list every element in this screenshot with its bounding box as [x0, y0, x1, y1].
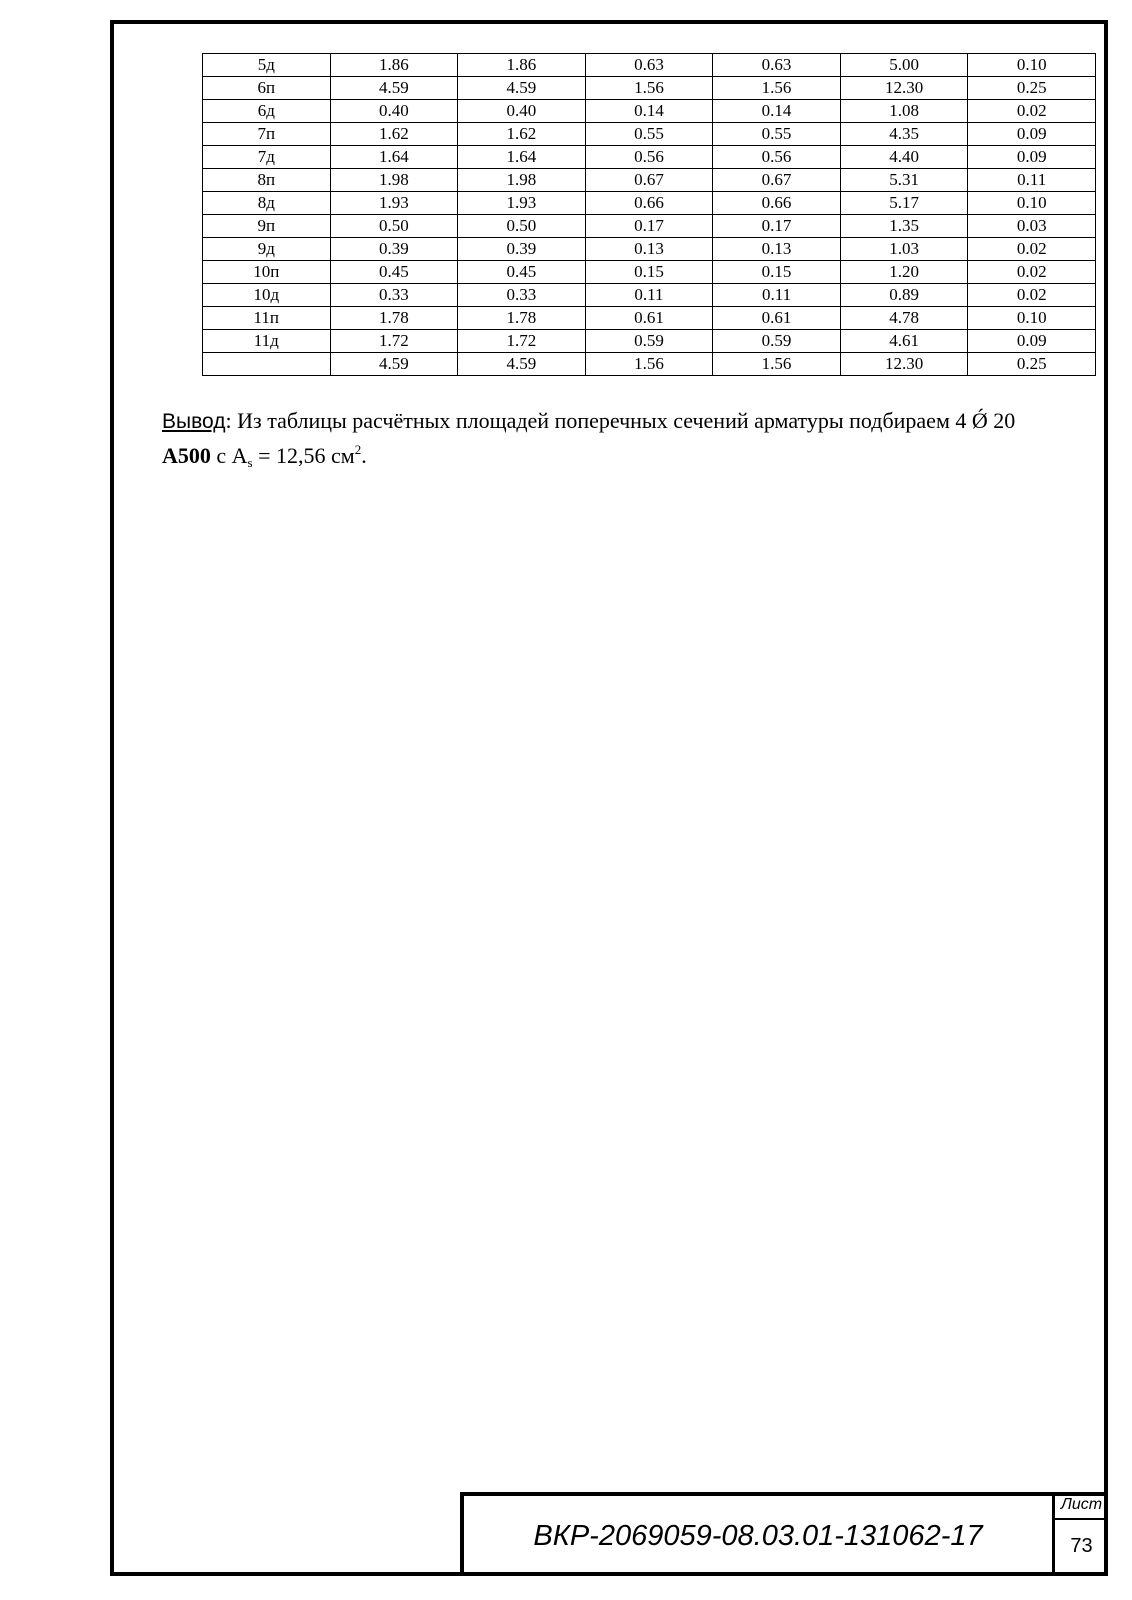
conclusion-text-3: = 12,56 см: [252, 443, 355, 468]
table-cell: 4.59: [330, 353, 458, 376]
table-cell: 10д: [203, 284, 331, 307]
table-cell: 0.13: [585, 238, 713, 261]
table-cell: 4.59: [458, 77, 586, 100]
table-cell: 0.89: [840, 284, 968, 307]
conclusion-text: : Из таблицы расчётных площадей поперечных сечений арматуры подбираем 4 Ǿ 20: [225, 408, 1016, 433]
rebar-class: А500: [162, 443, 211, 468]
table-cell: 1.56: [585, 353, 713, 376]
table-cell: 0.39: [458, 238, 586, 261]
table-cell: 0.40: [330, 100, 458, 123]
table-cell: 0.33: [330, 284, 458, 307]
table-row: [203, 215, 1096, 238]
table-cell: 6п: [203, 77, 331, 100]
table-cell: 0.66: [713, 192, 841, 215]
table-cell: 0.11: [968, 169, 1096, 192]
table-cell: 0.11: [585, 284, 713, 307]
table-cell: 0.10: [968, 54, 1096, 77]
document-code: ВКР-2069059-08.03.01-131062-17: [533, 1519, 983, 1552]
conclusion-lead: Вывод: [162, 410, 226, 433]
table-cell: 4.40: [840, 146, 968, 169]
table-cell: 5.00: [840, 54, 968, 77]
table-cell: 0.63: [713, 54, 841, 77]
table-cell: 0.09: [968, 146, 1096, 169]
table-cell: 7п: [203, 123, 331, 146]
table-cell: 0.40: [458, 100, 586, 123]
table-row: [203, 307, 1096, 330]
table-cell: 1.20: [840, 261, 968, 284]
conclusion-text-2: с А: [210, 443, 248, 468]
table-cell: 1.78: [330, 307, 458, 330]
table-cell: 5.17: [840, 192, 968, 215]
title-block: [460, 1492, 1108, 1576]
table-cell: 10п: [203, 261, 331, 284]
table-cell: 0.67: [585, 169, 713, 192]
table-cell: 1.64: [330, 146, 458, 169]
table-cell: 0.61: [585, 307, 713, 330]
table-cell: 1.35: [840, 215, 968, 238]
table-cell: 0.25: [968, 353, 1096, 376]
table-row: [203, 330, 1096, 353]
table-cell: 0.33: [458, 284, 586, 307]
table-cell: 0.61: [713, 307, 841, 330]
table-row: [203, 54, 1096, 77]
table-cell: 0.09: [968, 123, 1096, 146]
sheet-label: Лист: [1055, 1492, 1108, 1520]
table-cell: 0.25: [968, 77, 1096, 100]
table-cell: 0.50: [330, 215, 458, 238]
table-cell: 0.55: [713, 123, 841, 146]
table-cell: 0.13: [713, 238, 841, 261]
table-cell: 0.03: [968, 215, 1096, 238]
table-cell: 1.72: [458, 330, 586, 353]
table-cell: 0.10: [968, 307, 1096, 330]
table-cell: 8п: [203, 169, 331, 192]
table-cell: 1.98: [330, 169, 458, 192]
table-cell: 0.45: [458, 261, 586, 284]
table-cell: [203, 353, 331, 376]
table-cell: 0.10: [968, 192, 1096, 215]
table-cell: 0.02: [968, 100, 1096, 123]
table-cell: 0.39: [330, 238, 458, 261]
table-cell: 0.45: [330, 261, 458, 284]
table-cell: 0.11: [713, 284, 841, 307]
table-row: [203, 123, 1096, 146]
table-cell: 0.09: [968, 330, 1096, 353]
sheet-number: 73: [1070, 1535, 1093, 1557]
table-cell: 5.31: [840, 169, 968, 192]
table-cell: 1.03: [840, 238, 968, 261]
table-cell: 9п: [203, 215, 331, 238]
table-row: [203, 284, 1096, 307]
table-cell: 0.17: [585, 215, 713, 238]
table-cell: 0.17: [713, 215, 841, 238]
table-cell: 1.08: [840, 100, 968, 123]
table-row: [203, 353, 1096, 376]
table-row: [203, 146, 1096, 169]
table-cell: 0.50: [458, 215, 586, 238]
superscript-2: 2: [354, 442, 362, 457]
conclusion-text-4: .: [361, 443, 367, 468]
table-cell: 1.64: [458, 146, 586, 169]
table-cell: 4.35: [840, 123, 968, 146]
table-cell: 1.98: [458, 169, 586, 192]
table-cell: 0.56: [713, 146, 841, 169]
table-cell: 1.56: [585, 77, 713, 100]
table-cell: 0.67: [713, 169, 841, 192]
table-row: [203, 100, 1096, 123]
table-cell: 0.14: [713, 100, 841, 123]
table-row: [203, 261, 1096, 284]
table-cell: 0.56: [585, 146, 713, 169]
table-cell: 11п: [203, 307, 331, 330]
table-cell: 1.56: [713, 77, 841, 100]
table-cell: 11д: [203, 330, 331, 353]
table-cell: 1.86: [458, 54, 586, 77]
table-cell: 1.86: [330, 54, 458, 77]
table-cell: 12.30: [840, 77, 968, 100]
table-cell: 5д: [203, 54, 331, 77]
conclusion-paragraph: [162, 407, 1092, 477]
table-cell: 4.59: [458, 353, 586, 376]
table-cell: 12.30: [840, 353, 968, 376]
table-cell: 1.62: [458, 123, 586, 146]
table-cell: 4.78: [840, 307, 968, 330]
table-cell: 0.59: [585, 330, 713, 353]
table-cell: 9д: [203, 238, 331, 261]
table-cell: 0.15: [585, 261, 713, 284]
table-cell: 4.61: [840, 330, 968, 353]
table-cell: 0.63: [585, 54, 713, 77]
table-row: [203, 192, 1096, 215]
results-table: [202, 53, 1096, 376]
table-cell: 0.02: [968, 261, 1096, 284]
table-cell: 0.14: [585, 100, 713, 123]
table-cell: 1.93: [458, 192, 586, 215]
table-cell: 1.78: [458, 307, 586, 330]
table-cell: 0.59: [713, 330, 841, 353]
table-cell: 7д: [203, 146, 331, 169]
table-row: [203, 169, 1096, 192]
sheet-cell: [1052, 1492, 1108, 1576]
table-cell: 1.93: [330, 192, 458, 215]
table-cell: 0.55: [585, 123, 713, 146]
table-cell: 6д: [203, 100, 331, 123]
table-row: [203, 238, 1096, 261]
table-cell: 0.02: [968, 284, 1096, 307]
table-row: [203, 77, 1096, 100]
table-cell: 1.62: [330, 123, 458, 146]
table-cell: 4.59: [330, 77, 458, 100]
table-cell: 0.66: [585, 192, 713, 215]
table-cell: 0.15: [713, 261, 841, 284]
table-cell: 1.72: [330, 330, 458, 353]
table-cell: 8д: [203, 192, 331, 215]
subscript-s: s: [247, 455, 253, 470]
table-cell: 1.56: [713, 353, 841, 376]
table-cell: 0.02: [968, 238, 1096, 261]
